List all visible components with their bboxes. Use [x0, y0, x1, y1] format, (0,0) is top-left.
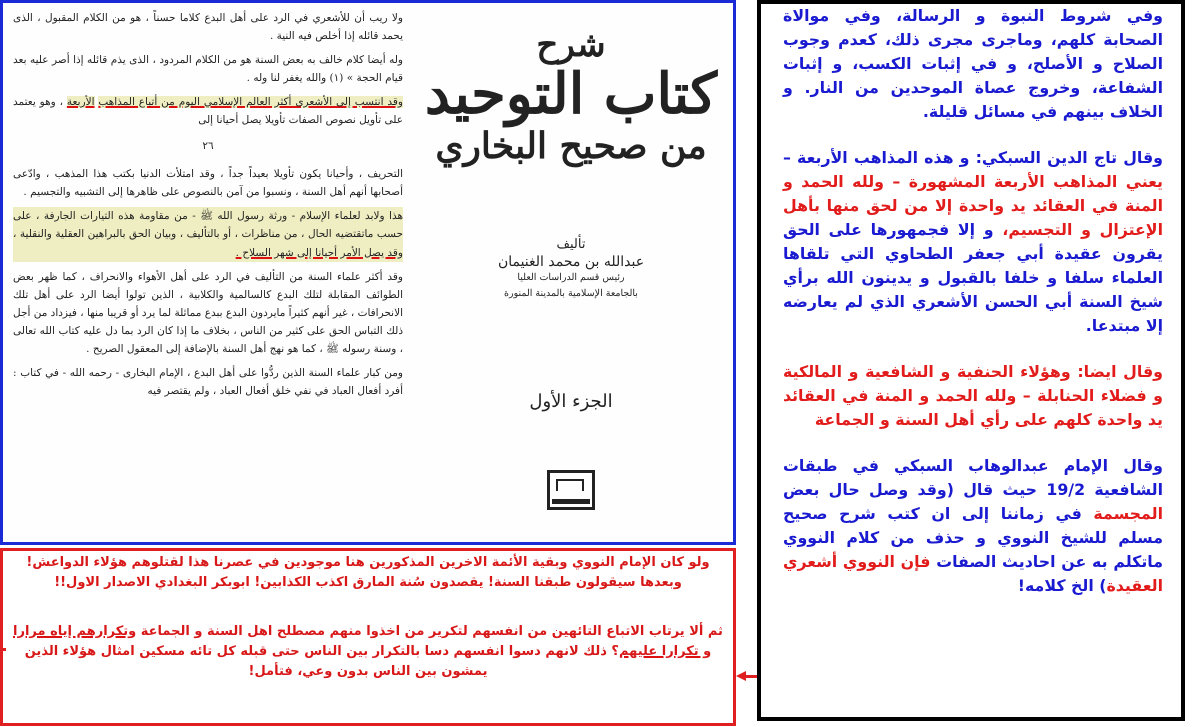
- book-paragraph: وقد أكثر علماء السنة من التأليف في الرد على أهل الأهواء والانحراف ، كما ظهر بعض الطوائف المقابلة لتلك البدع كالسالمية والكلابية ، الذين تولوا أيضا الرد على أهل تلك الانحرافات ، غير أنهم كثيراً مايردون البدع ببدع مماثلة لما يرد أو قريبا منها ، فيزداد من أجل ذلك التباس الحق على كثير من الناس ، بخلاف ما إذا كان الرد بما دل عليه كتاب الله تعالى ، وسنة رسوله ﷺ ، كما هو نهج أهل السنة بالإضافة إلى المعقول الصريح .: [13, 270, 403, 355]
- quote-paragraph: وقال ايضا: وهؤلاء الحنفية و الشافعية و المالكية و فضلاء الحنابلة – ولله الحمد و المنة في العقائد يد واحدة كلهم على رأي أهل السنة و الجماعة: [783, 362, 1163, 429]
- quote-text-red: فإن النووي أشعري العقيدة: [783, 552, 1163, 595]
- quote-text: ) الخ كلامه!: [1017, 576, 1107, 595]
- publisher-logo-icon: [547, 470, 595, 510]
- cover-title-top: شرح: [536, 25, 606, 65]
- quote-text: وقال تاج الدين السبكي: و هذه المذاهب الأربعة –: [783, 148, 1163, 167]
- commentary-text: ثم ألا يرتاب الاتباع التائهين من انفسهم لتكرير من اخذوا منهم مصطلح اهل السنة و الجماعة: [136, 623, 723, 639]
- quote-paragraph: [783, 454, 1163, 598]
- commentary-box: [0, 548, 736, 726]
- book-scan-frame: [0, 0, 736, 545]
- cover-volume: الجزء الأول: [529, 390, 613, 412]
- highlighted-block: [13, 207, 403, 261]
- quote-text-red: المجسمة: [1093, 504, 1163, 523]
- commentary-paragraph: [13, 622, 723, 683]
- quote-text-red: يعني المذاهب الأربعة المشهورة – ولله الحمد و المنة في العقائد يد واحدة إلا من لحق منها بأهل الإعتزال و التجسيم،: [783, 172, 1163, 239]
- cover-title-sub: من صحيح البخاري: [435, 124, 707, 167]
- book-paragraph: ولا ريب أن للأشعري في الرد على أهل البدع كلاما حسناً ، هو من الكلام المقبول ، الذى يحمد قائله إذا أخلص فيه النية .: [13, 12, 403, 43]
- commentary-underlined: وتكرارهم إياه مرارا و تكرارا عليهم: [13, 623, 712, 659]
- cover-author-name: عبدالله بن محمد الغنيمان: [497, 254, 645, 271]
- quote-paragraph: وفي شروط النبوة و الرسالة، وفي موالاة الصحابة كلهم، وماجرى مجرى ذلك، كعدم وجوب الصلاح و الأصلح، و في إثبات الكسب، و إثبات الشفاعة، وخروج عصاة الموحدين من النار. و الخلاف بينهم في مسائل قليلة.: [783, 6, 1163, 121]
- commentary-paragraph: ولو كان الإمام النووي وبقية الأئمة الاخرين المذكورين هنا موجودين في عصرنا هذا لقتلوهم هؤلاء الدواعش! وبعدها سيقولون طبقنا السنة! يقصدون سُنة المارق اكذب الكذابين! ابوبكر البغدادي الاصدار الاول!!: [26, 555, 710, 591]
- arrow-stub-icon: [0, 648, 6, 651]
- commentary-text: ؟ ذلك لانهم دسوا انفسهم دسا بالتكرار بين الناس حتى قبله كل تائه مسكين امثال هؤلاء الذين يمشون بين الناس بدون وعي، فتأمل!: [24, 643, 619, 680]
- book-page-text: [13, 9, 403, 406]
- book-paragraph: التحريف ، وأحيانا يكون تأويلا بعيداً جداً ، وقد امتلأت الدنيا بكتب هذا المذهب ، وادّعى أصحابها أنهم أهل السنة ، ونسبوا من آمن بالنصوص على ظاهرها إلى التشبيه والتجسيم .: [13, 168, 403, 199]
- cover-author-affiliation: بالجامعة الإسلامية بالمدينة المنورة: [504, 287, 638, 299]
- cover-author-label: تأليف: [556, 237, 586, 253]
- quote-panel: [757, 0, 1185, 721]
- arrow-head-icon: [736, 671, 746, 681]
- quote-text: وقال الإمام عبدالوهاب السبكي في طبقات الشافعية 19/2 حيث قال (وقد وصل حال بعض: [783, 456, 1163, 499]
- cover-author-role: رئيس قسم الدراسات العليا: [517, 272, 625, 284]
- highlighted-text: هذا ولابد لعلماء الإسلام - ورثة رسول الله ﷺ - من مقاومة هذه التيارات الجارفة ، على حسب ماتقتضيه الحال ، من مناظرات ، أو بالتأليف ، وبيان الحق بالبراهين العقلية والنقلية ،: [13, 210, 403, 241]
- book-line: ، وهو يعتمد على تأويل نصوص الصفات تأويلا يصل أحيانا إلى: [13, 96, 403, 127]
- highlighted-passage: [13, 93, 403, 129]
- highlighted-word: الأربعة: [66, 96, 95, 109]
- underlined-text: وقد يصل الأمر أحيانا إلى شهر السلاح .: [235, 246, 403, 259]
- highlighted-line: وقد انتسب إلى الأشعرى أكثر العالم الإسلامي اليوم من أتباع المذاهب: [98, 96, 404, 109]
- quote-text: و إلا فجمهورها على الحق يقرون عقيدة أبي جعفر الطحاوي التي تلقاها العلماء سلفا و خلفا بالقبول و يدينون الله برأي شيخ السنة أبي الحسن الأشعري الذي لم يعارضه إلا مبتدعا.: [783, 220, 1163, 335]
- quote-text: في زماننا إلى ان كتب شرح صحيح مسلم للشيخ النووي و حذف من كلام النووي ماتكلم به عن احاديث الصفات: [783, 504, 1163, 571]
- book-paragraph: ومن كبار علماء السنة الذين ردُّوا على أهل البدع ، الإمام البخارى - رحمه الله - في كتاب : أفرد أفعال العباد في نفي خلق أفعال العباد ، ولم يقتصر فيه: [13, 366, 403, 397]
- book-cover: [413, 9, 729, 539]
- cover-title-main: كتاب التوحيد: [424, 61, 718, 128]
- book-paragraph: وله أيضا كلام خالف به بعض السنة هو من الكلام المردود ، الذى يذم قائله إذا أصر عليه بعد قيام الحجة » (١) والله يغفر لنا وله .: [13, 54, 403, 85]
- page-number: ٢٦: [202, 140, 214, 153]
- quote-paragraph: [783, 146, 1163, 338]
